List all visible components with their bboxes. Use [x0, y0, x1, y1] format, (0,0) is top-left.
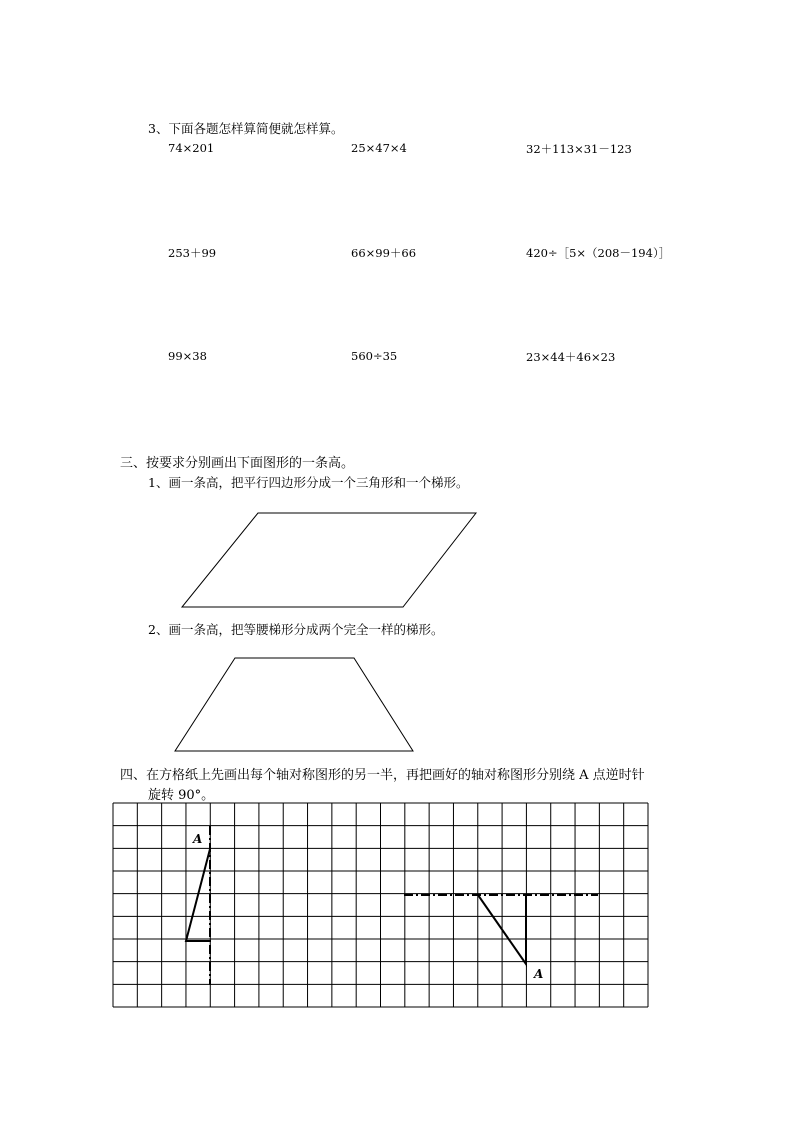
expression-r1c3: 32＋113×31－123: [526, 142, 632, 156]
expression-r3c3: 23×44＋46×23: [526, 350, 616, 364]
expression-r3c2: 560÷35: [351, 349, 398, 363]
section-three-item2: 2、画一条高，把等腰梯形分成两个完全一样的梯形。: [148, 622, 444, 637]
section-three-title: 三、按要求分别画出下面图形的一条高。: [120, 456, 355, 471]
expression-r2c3: 420÷［5×（208－194）］: [526, 246, 671, 260]
expression-r2c1: 253＋99: [168, 246, 217, 260]
expression-r1c2: 25×47×4: [351, 141, 407, 155]
isosceles-trapezoid-shape: [175, 658, 413, 751]
expression-r3c1: 99×38: [168, 349, 207, 363]
point-a-label-right: A: [534, 967, 544, 981]
expression-r1c1: 74×201: [168, 141, 215, 155]
part3-heading: 3、下面各题怎样算简便就怎样算。: [148, 121, 344, 136]
section-four-title-line1: 四、在方格纸上先画出每个轴对称图形的另一半，再把画好的轴对称图形分别绕 A 点逆时针: [120, 768, 645, 783]
point-a-label-left: A: [193, 832, 203, 846]
left-half-figure: [186, 849, 210, 941]
section-four-title-line2: 旋转 90°。: [148, 788, 215, 803]
section-three-item1: 1、画一条高，把平行四边形分成一个三角形和一个梯形。: [148, 475, 469, 490]
expression-r2c2: 66×99＋66: [351, 246, 417, 260]
parallelogram-shape: [182, 513, 476, 607]
